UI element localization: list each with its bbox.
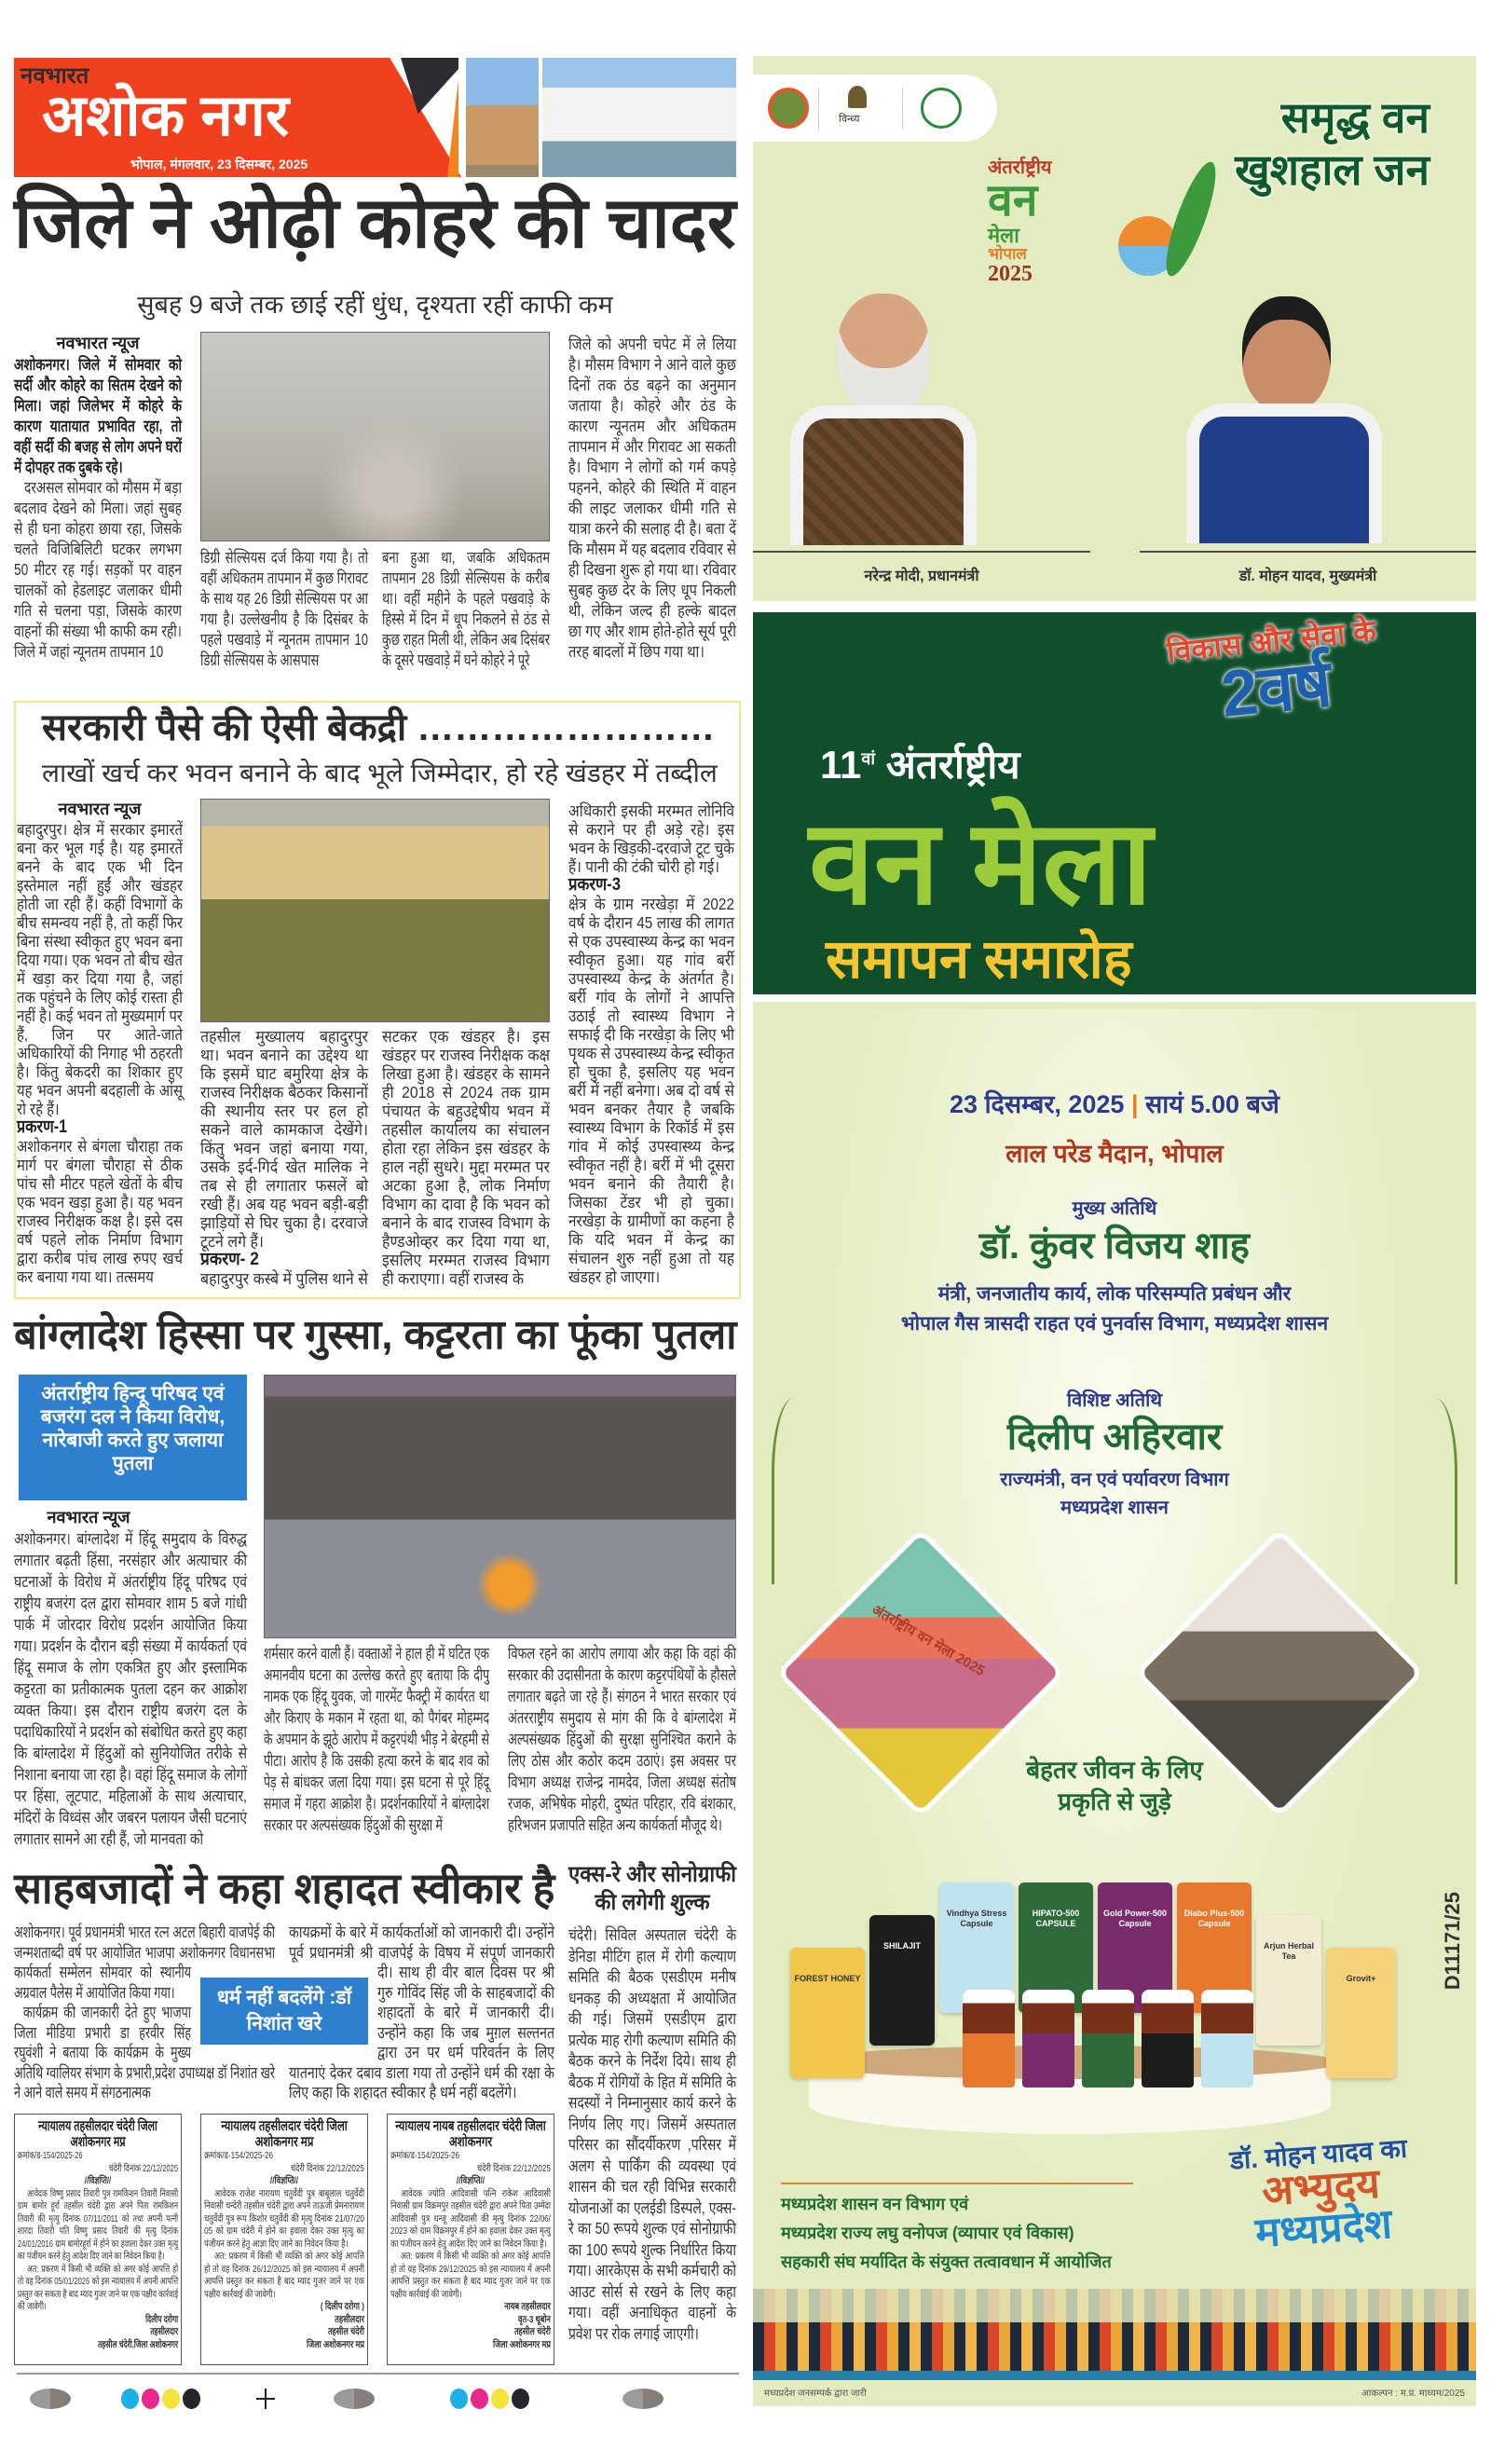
event-venue: लाल परेड मैदान, भोपाल bbox=[1005, 1140, 1224, 1168]
paragraph: अशोकनगर। पूर्व प्रधानमंत्री भारत रत्न अटल बिहारी वाजपेई की जन्मशताब्दी वर्ष पर आयोजित भाजपा अशोकनगर विधानसभा कार्यकर्ता सम्मेलन सोमवार को स्थानीय अग्रवाल पैलेस में आयोजित किया गया। bbox=[14, 1923, 275, 2002]
edition-title: अशोक नगर bbox=[42, 84, 290, 148]
paragraph: चंदेरी। सिविल अस्पताल चंदेरी के डेनिडा मीटिंग हाल में रोगी कल्याण समिति की बैठक एसडीएम मनीष धनकड़ की अध्यक्षता में आयोजित की गई। जिसमें एसडीएम द्वारा प्रत्येक माह रोगी कल्याण समिति की बैठक करने के निर्देश दिये। साथ ही बैठक में रोगियों के हित में समिति के सदस्यों ने निम्नानुसार कार्य करने के निर्णय लिए गए। जिसमें अस्पताल परिसर का सौंदर्यीकरण ,परिसर में अलग से पार्किंग की व्यवस्था एवं शासन की चल रही विभिन्न सरकारी योजनाओं का एलईडी डिस्पले, एक्स-रे का 50 रूपये शुल्क एवं सोनोग्राफी का 100 रूपये शुल्क निर्धारित किया गया। आरकेएस के सभी कर्मचारी को आउट सोर्स से रखने के लिए कहा गया। वहीं अनाधिकृत वाहनों के प्रवेश पर रोक लगाई जाएगी। bbox=[568, 1925, 736, 2343]
crosshair-mark bbox=[256, 2389, 275, 2409]
notice-objection: अत: प्रकरण में किसी भी व्यक्ति को अगर कोई आपत्ति हो तो वह दिनांक 29/12/2025 को इस न्यायालय में अपनी आपत्ति प्रस्तुत कर सकता है बाद म्याद गुजर जाने पर एक पक्षीय कार्रवाई की जावेगी। bbox=[390, 2251, 551, 2300]
abandoned-building-photo bbox=[200, 799, 550, 1022]
legal-notice bbox=[200, 2114, 368, 2365]
edition-ordinal bbox=[820, 744, 1156, 787]
badge-text: विकास और सेवा के bbox=[1165, 613, 1378, 669]
story3-headline: बांग्लादेश हिस्सा पर गुस्सा, कट्टरता का फूंका पुतला bbox=[14, 1312, 737, 1358]
notice-signature: तहसीलदार bbox=[335, 2313, 364, 2325]
capsule-bottle bbox=[963, 1990, 1015, 2088]
event-time: सायं 5.00 बजे bbox=[1145, 1090, 1279, 1118]
column-text bbox=[200, 547, 368, 670]
story2-column bbox=[200, 1027, 368, 1288]
chief-guest-role bbox=[753, 1280, 1476, 1339]
registration-mark bbox=[334, 2389, 375, 2409]
story2-column bbox=[17, 820, 183, 1286]
paragraph: बहादुरपुर कस्बे में पुलिस थाने से bbox=[200, 1269, 368, 1288]
story1-column bbox=[382, 547, 550, 670]
legal-notice bbox=[14, 2114, 182, 2365]
vindhya-logo-text: विन्ध्य bbox=[839, 114, 860, 125]
product-package: HIPATO-500 CAPSULE bbox=[1019, 1882, 1093, 2013]
cyan-mark bbox=[121, 2389, 139, 2409]
story2-column bbox=[568, 801, 734, 1286]
title-van-mela: वन मेला bbox=[809, 797, 1153, 928]
paragraph: अशोकनगर से बंगला चौराहा तक मार्ग पर बंगला चौराहा से ठीक पांच सौ मीटर पहले खेतों के बीच एक भवन खड़ा हुआ है। यह भवन राजस्व निरीक्षक कक्ष है। इसे दस वर्ष पहले लोक निर्माण विभाग द्वारा करीब पांच लाख रुपए खर्च कर बनाया गया था। तत्समय bbox=[17, 1137, 183, 1286]
product-package: Gold Power-500 Capsule bbox=[1098, 1882, 1172, 2013]
column-text bbox=[568, 1924, 736, 2344]
water-strip bbox=[753, 2371, 1476, 2380]
special-guest-name: दिलीप अहिरवार bbox=[1006, 1417, 1223, 1458]
notice-signature: जिला अशोकनगर मप्र bbox=[493, 2338, 551, 2350]
bottom-rule bbox=[17, 2373, 739, 2375]
notice-title: न्यायालय नायब तहसीलदार चंदेरी जिला अशोकनगर bbox=[395, 2118, 546, 2150]
legal-notice bbox=[387, 2114, 554, 2365]
column-text bbox=[568, 801, 734, 1286]
van-mela-advertisement bbox=[753, 56, 1476, 2406]
notice-label: //विज्ञप्ति// bbox=[270, 2175, 298, 2186]
cyan-mark bbox=[450, 2389, 468, 2409]
notice-signature: जिला अशोकनगर मप्र bbox=[307, 2338, 364, 2350]
role-line: राज्यमंत्री, वन एवं पर्यावरण विभाग bbox=[1000, 1470, 1229, 1490]
story1-column bbox=[14, 354, 182, 662]
story1-column bbox=[568, 334, 736, 662]
paragraph: अशोकनगर। बांग्लादेश में हिंदू समुदाय के विरुद्ध लगातार बढ़ती हिंसा, नरसंहार और अत्याचार की घटनाओं के विरोध में अंतर्राष्ट्रीय हिंदू परिषद एवं राष्ट्रीय बजरंग दल द्वारा सोमवार शाम 5 बजे गांधी पार्क में जोरदार विरोध प्रदर्शन आयोजित किया गया। प्रदर्शन के दौरान बड़ी संख्या में कार्यकर्ता एवं हिंदू समाज के लोग एकत्रित हुए और इस्लामिक कट्टरता का प्रतीकात्मक पुतला दहन कर आक्रोश व्यक्त किया। इस दौरान राष्ट्रीय बजरंग दल के पदाधिकारियों ने प्रदर्शन को संबोधित करते हुए कहा कि बांग्लादेश में हिंदुओं को सुनियोजित तरीके से निशाना बनाया जा रहा है। वहां हिंदू समाज के लोगों पर हिंसा, लूटपाट, महिलाओं के साथ अत्याचार, मंदिरों के विध्वंस और जबरन पलायन जैसी घटनाएं लगातार सामने आ रही हैं, जो मानवता को bbox=[14, 1529, 247, 1848]
notice-signature: दिलीप दरोगा bbox=[145, 2313, 179, 2325]
magenta-mark bbox=[142, 2389, 159, 2409]
yellow-mark bbox=[491, 2389, 509, 2409]
sidebar-headline-box bbox=[568, 1861, 736, 1917]
column-text bbox=[14, 1528, 247, 1850]
notice-signature: ( दिलीप दरोगा ) bbox=[320, 2301, 364, 2312]
paragraph: कार्यक्रम की जानकारी देते हुए भाजपा जिला मीडिया प्रभारी डा हरवीर सिंह रघुवंशी ने बताया कि कार्यक्रम के मुख्य अतिथि ग्वालियर संभाग के प्रभारी,प्रदेश उपाध्यक्ष डॉ निशांत खरे ने आने वाले समय में संगठनात्मक bbox=[14, 2003, 275, 2101]
story3-column bbox=[508, 1643, 736, 1836]
role-line: भोपाल गैस त्रासदी राहत एवं पुनर्वास विभाग, मध्यप्रदेश शासन bbox=[900, 1313, 1329, 1335]
paragraph: बहादुरपुर। क्षेत्र में सरकार इमारतें बना कर भूल गई है। यह इमारतें बनने के बाद एक भी दिन इस्तेमाल नहीं हुईं और खंडहर होती जा रही हैं। कहीं विभागों के बीच समन्वय नहीं है, तो कहीं फिर बिना संस्था स्वीकृत हुए भवन बना दिया गया। एक भवन तो बीच खेत में खड़ा कर दिया गया है, जहां तक पहुंचने के लिए कोई रास्ता ही नहीं है। कई भवन तो मुख्यमार्ग पर हैं, जिन पर आते-जाते अधिकारियों की निगाह भी ठहरती है। किंतु बेकदरी का शिकार हुए यह भवन अपनी बदहाली के आंसू रो रहे हैं। bbox=[17, 820, 183, 1118]
vest bbox=[1186, 404, 1382, 543]
capsule-bottle bbox=[1082, 1990, 1134, 2088]
notice-content bbox=[388, 2115, 554, 2355]
event-datetime: 23 दिसम्बर, 2025 | सायं 5.00 बजे bbox=[950, 1090, 1279, 1118]
black-mark bbox=[183, 2389, 200, 2409]
tagline-line: बेहतर जीवन के लिए bbox=[1026, 1756, 1203, 1784]
section-subheading: प्रकरण- 2 bbox=[200, 1250, 259, 1269]
campaign-logo bbox=[1192, 2133, 1450, 2259]
paragraph: डिग्री सेल्सियस दर्ज किया गया है। तो वहीं अधिकतम तापमान में कुछ गिरावट के साथ यह 26 डिग्री सेल्सियस पर आ गया है। उल्लेखनीय है कि दिसंबर के पहले पखवाड़े में न्यूनतम तापमान 10 डिग्री सेल्सियस के आसपास bbox=[200, 548, 368, 669]
story3-callout: अंतर्राष्ट्रीय हिन्दू परिषद एवं बजरंग दल ने किया विरोध, नारेबाजी करते हुए जलाया पुतला bbox=[40, 1383, 226, 1474]
pm-portrait bbox=[781, 294, 986, 545]
story1-headline: जिले ने ओढ़ी कोहरे की चादर bbox=[14, 184, 736, 263]
ad-code: D11171/25 bbox=[1441, 1892, 1464, 1991]
event-date: 23 दिसम्बर, 2025 bbox=[950, 1090, 1125, 1118]
sidebar-headline: एक्स-रे और सोनोग्राफी की लगेगी शुल्क bbox=[568, 1862, 737, 1915]
notice-signature: तहसील चंदेरी bbox=[327, 2326, 364, 2337]
slogan bbox=[1122, 91, 1429, 196]
sidebar-column bbox=[568, 1924, 736, 2344]
organizer-text bbox=[781, 2190, 1177, 2277]
story2-headline: सरकारी पैसे की ऐसी बेकद्री …………………… bbox=[42, 707, 716, 748]
product-package: Diabo Plus-500 Capsule bbox=[1177, 1882, 1252, 2013]
paragraph: अशोकनगर। जिले में सोमवार को सर्दी और कोहरे का सितम देखने को मिला। जहां जिलेभर में कोहरे के कारण यातायात प्रभावित रहा, तो वहीं सर्दी की बजह से लोग अपने घरों में दोपहर तक दुबके रहे। bbox=[14, 355, 182, 476]
story2-byline: नवभारत न्यूज bbox=[58, 800, 142, 818]
fog-road-photo bbox=[200, 332, 550, 541]
paragraph: शर्मसार करने वाली हैं। वक्ताओं ने हाल ही में घटित एक अमानवीय घटना का उल्लेख करते हुए बताया कि दीपु नामक एक हिंदू युवक, जो गारमेंट फैक्ट्री में कार्यरत था और किराए के मकान में रहता था, को पैगंबर मोहम्मद के अपमान के झूठे आरोप में कट्टरपंथी भीड़ ने बेरहमी से पीटा। आरोप है कि उसकी हत्या करने के बाद शव को पेड़ से बांधकर जला दिया गया। इस घटना से पूरे हिंदू समाज में गहरा आक्रोश है। प्रदर्शनकारियों ने बांग्लादेश सरकार पर अल्पसंख्यक हिंदुओं की सुरक्षा में bbox=[264, 1644, 489, 1834]
story4-headline: साहबजादों ने कहा शहादत स्वीकार है bbox=[14, 1864, 555, 1912]
masthead-date: भोपाल, मंगलवार, 23 दिसम्बर, 2025 bbox=[130, 157, 308, 171]
story2-column bbox=[382, 1027, 550, 1288]
paragraph: बना हुआ था, जबकि अधिकतम तापमान 28 डिग्री सेल्सियस के करीब था। वहीं महीने के पहले पखवाड़े के हिस्से में दिन में धूप निकलने से ठंड से कुछ राहत मिली थी, लेकिन अब दिसंबर के दूसरे पखवाड़े में घने कोहरे ने पूरे bbox=[382, 548, 550, 669]
logo-word: 2025 bbox=[988, 262, 1033, 287]
effigy-protest-photo bbox=[264, 1375, 736, 1638]
campaign-line: मध्यप्रदेश bbox=[1253, 2200, 1394, 2256]
notice-ref: क्रमांक/ड-154/2025-26 bbox=[17, 2150, 83, 2161]
product-package: Grovit+ bbox=[1326, 1948, 1396, 2078]
registration-mark bbox=[30, 2389, 71, 2409]
organizer-line: मध्यप्रदेश शासन वन विभाग एवं bbox=[781, 2195, 969, 2213]
paragraph: क्षेत्र के ग्राम नरखेड़ा में 2022 वर्ष के दौरान 45 लाख की लागत से एक उपस्वास्थ्य केन्द्र का भवन स्वीकृत हुआ। यह गांव बर्री उपस्वास्थ्य केन्द्र के अंतर्गत है। बर्री गांव के लोगों ने आपत्ति उठाई तो स्वास्थ्य विभाग ने सफाई दी कि नरखेड़ा के लिए भी पृथक से उपस्वास्थ्य केन्द्र स्वीकृत हो चुका है, इसलिए यह भवन बर्री में नहीं बनेगा। अब दो वर्ष से भवन बनकर तैयार है जबकि स्वास्थ्य विभाग के रिकॉर्ड में इस गांव में कोई उपस्वास्थ्य केन्द्र स्वीकृत नहीं है। बर्री में भी दूसरा भवन बनाने की तैयारी है। जिसका टेंडर भी हो चुका। नरखेड़ा के ग्रामीणों का कहना है कि यदि भवन में केन्द्र का संचालन शुरु नहीं हुआ तो यह खंडहर हो जाएगा। bbox=[568, 895, 734, 1286]
story3-callout-box bbox=[19, 1375, 247, 1500]
column-text bbox=[382, 1027, 550, 1288]
ordinal-suffix: वां bbox=[861, 749, 876, 768]
footer-right: आकल्पन : म.प्र. माध्यम/2025 bbox=[1361, 2389, 1465, 2399]
brand-name: नवभारत bbox=[21, 63, 89, 89]
notice-signature: तहसील चंदेरी bbox=[513, 2326, 551, 2337]
organizer-line: सहकारी संघ मर्यादित के संयुक्त तत्वावधान में आयोजित bbox=[781, 2252, 1112, 2271]
column-text bbox=[264, 1643, 489, 1836]
story1-subhead: सुबह 9 बजे तक छाई रहीं धुंध, दृश्यता रहीं काफी कम bbox=[137, 291, 613, 319]
notice-ref: क्रमांक/ड-154/2025-26 bbox=[390, 2150, 460, 2161]
notice-signature: नायब तहसीलदार bbox=[504, 2301, 551, 2312]
story4-callout: धर्म नहीं बदलेंगे :डॉ निशांत खरे bbox=[216, 1987, 352, 2034]
temple-photo bbox=[542, 58, 736, 177]
notice-label: //विज्ञप्ति// bbox=[84, 2175, 112, 2186]
cm-portrait bbox=[1168, 296, 1401, 543]
capsule-bottle bbox=[1022, 1990, 1074, 2088]
notice-objection: अत: प्रकरण में किसी भी व्यक्ति को अगर कोई आपत्ति हो तो वह दिनांक 05/01/2026 को इस न्यायालय में अपनी आपत्ति प्रस्तुत कर सकता है बाद म्याद गुजर जाने पर एक पक्षीय कार्रवाई की जावेगी। bbox=[17, 2263, 179, 2312]
product-package: SHILAJIT bbox=[869, 1915, 935, 2046]
ordinal-number: 11 bbox=[820, 743, 862, 787]
notice-body: आवेदक ज्योति आदिवासी पत्नि राकेश आदिवासी निवासी ग्राम विक्रमपुर तहसील चंदेरी द्वारा अपने पिता उम्मेदा आदिवासी पुत्र धन्जू आदिवासी की मृत्यु दिनांक 22/06/ 2023 को ग्राम विक्रमपुर में होने का हवाला देकर उक्त मृत्यु का पंजीयन करने हेतु आदेश दिए जाने का निवेदन किया है। bbox=[390, 2187, 551, 2250]
capsule-bottle bbox=[1142, 1990, 1194, 2088]
notice-date: चंदेरी दिनांक 22/12/2025 bbox=[291, 2162, 364, 2174]
logo-strip bbox=[753, 75, 997, 142]
registration-mark bbox=[622, 2389, 663, 2409]
notice-ref: क्रमांक/ड-154/2025-26 bbox=[204, 2150, 274, 2161]
divider bbox=[818, 88, 819, 130]
cm-caption: डॉ. मोहन यादव, मुख्यमंत्री bbox=[1238, 568, 1377, 584]
yellow-mark bbox=[162, 2389, 180, 2409]
role-line: मध्यप्रदेश शासन bbox=[1060, 1498, 1169, 1518]
section-subheading: प्रकरण-1 bbox=[17, 1117, 68, 1137]
column-text bbox=[200, 1027, 368, 1288]
vest bbox=[790, 405, 977, 545]
product-package: FOREST HONEY bbox=[790, 1948, 865, 2078]
role-line: मंत्री, जनजातीय कार्य, लोक परिसम्पति प्रबंधन और bbox=[937, 1283, 1292, 1305]
notice-date: चंदेरी दिनांक 22/12/2025 bbox=[477, 2162, 551, 2174]
gate-text: अंतर्राष्ट्रीय वन मेला 2025 bbox=[869, 1601, 988, 1680]
tree-logo-icon bbox=[848, 86, 867, 108]
paragraph: अधिकारी इसकी मरम्मत लोनिवि से कराने पर ही अड़े रहे। इस भवन के खिड़की-दरवाजे टूट चुके हैं। पानी की टंकी चोरी हो गई। bbox=[568, 801, 734, 876]
slogan-line: खुशहाल जन bbox=[1235, 145, 1429, 194]
paragraph: विफल रहने का आरोप लगाया और कहा कि वहां की सरकार की उदासीनता के कारण कट्टरपंथियों के हौसले लगातार बढ़ते जा रहे हैं। संगठन ने भारत सरकार एवं अंतरराष्ट्रीय समुदाय से मांग की कि वे बांग्लादेश में अल्पसंख्यक हिंदुओं की सुरक्षा सुनिश्चित कराने के लिए ठोस और कठोर कदम उठाएं। इस अवसर पर विभाग अध्यक्ष राजेन्द्र नामदेव, जिला अध्यक्ष संतोष रजक, अभिषेक मोहरी, दुष्यंत परिहार, रवि बंशकार, हरिभजन प्रजापति सहित अन्य कार्यकर्ता मौजूद थे। bbox=[508, 1644, 736, 1834]
paragraph: कायक्रमों के बारे में कार्यकर्ताओं को जानकारी दी। उन्होंने पूर्व प्रधानमंत्री श्री वाजपेई के विषय में संपूर्ण जानकारी दी। साथ ही वीर बाल दिवस पर श्री गुरु गोविंद सिंह जी के साहबजादों की शहादतों के बारे में जानकारी दी। उन्होंने कहा कि जब मुग़ल सल्तनत द्वारा उन पर धर्म परिवर्तन के लिए यातनाएं देकर दबाव डाला गया तो उन्होंने धर्म की रक्षा के लिए कहा कि शहादत स्वीकार है धर्म नहीं बदलेंगे। bbox=[289, 1923, 554, 2101]
magenta-mark bbox=[471, 2389, 488, 2409]
product-package: Arjun Herbal Tea bbox=[1256, 1915, 1321, 2046]
chief-guest-label: मुख्य अतिथि bbox=[1072, 1198, 1157, 1219]
notice-objection: अत: प्रकरण में किसी भी व्यक्ति को अगर कोई आपत्ति हो तो वह दिनांक 26/12/2025 को इस न्यायालय में अपनी आपत्ति प्रस्तुत कर सकता है बाद म्याद गुजर जाने पर एक पक्षीय कार्रवाई की जावेगी। bbox=[204, 2251, 364, 2300]
column-text bbox=[382, 547, 550, 670]
notice-body: आवेदक विष्णु प्रसाद तिवारी पुत्र रामकिशन तिवारी निवासी ग्राम बामोर हूर्रा तहसील चंदेरी द्वारा अपने पिता रामकिशन तिवारी की मृत्यु दिनांक 07/11/2011 को तथा अपनी पत्नी शारदा तिवारी पति विष्णु प्रसाद तिवारी की मृत्यु दिनांक 24/01/2016 ग्राम बामोरहूर्रा में होने का हवाला देकर उक्त मृत्यु का पंजीयन करने हेतु आदेश दिए जाने का निवेदन किया है। bbox=[17, 2187, 179, 2262]
story4-callout-box bbox=[200, 1978, 368, 2045]
campaign-line: डॉ. मोहन यादव का bbox=[1228, 2133, 1408, 2175]
van-mela-logo bbox=[988, 158, 1114, 287]
campaign-line: अभ्युदय bbox=[1260, 2160, 1382, 2215]
monument-photo bbox=[466, 58, 539, 177]
story1-byline: नवभारत न्यूज bbox=[56, 334, 140, 352]
divider bbox=[1140, 551, 1476, 553]
divider bbox=[902, 88, 903, 130]
notice-signature: तहसीलदार bbox=[150, 2326, 179, 2337]
notice-signature: तहसील चंदेरी,जिला अशोकनगर bbox=[97, 2338, 179, 2350]
notice-body: आवेदक राजेश नारायण चतुर्वेदी पुत्र बाबूलाल चतुर्वेदी निवासी चन्देरी तहसील चंदेरी द्वारा अपने ताऊजी प्रेमनारायण चतुर्वेदी पुत्र रूप किशोर चतुर्वेदी की मृत्यु दिनांक 21/07/20 05 को ग्राम चंदेरी में होने का हवाला देकर उक्त मृत्यु का पंजीयन करने हेतु आज्ञा दिए जाने का निवेदन किया है। bbox=[204, 2187, 364, 2250]
column-text bbox=[17, 820, 183, 1286]
logo-word: अंतर्राष्ट्रीय bbox=[988, 157, 1052, 178]
footer-left: मध्यप्रदेश जनसम्पर्क द्वारा जारी bbox=[764, 2389, 867, 2399]
black-mark bbox=[512, 2389, 529, 2409]
paragraph: तहसील मुख्यालय बहादुरपुर था। भवन बनाने का उद्देश्य था कि इसमें घाट बमुरिया क्षेत्र के राजस्व निरीक्षक बैठकर किसानों की स्थानीय स्तर पर हल हो सकने वाले कामकाज देखेंगे। किंतु भवन जहां बनाया गया, उसके इर्द-गिर्द खेत मालिक ने तब से ही लगातार फसलें बो रखी हैं। अब यह भवन बड़ी-बड़ी झाड़ियों से घिर चुका है। दरवाजे टूटने लगे हैं। bbox=[200, 1027, 368, 1251]
divider bbox=[753, 551, 1090, 553]
special-guest-role bbox=[753, 1466, 1476, 1522]
column-text bbox=[508, 1643, 736, 1836]
story3-column bbox=[14, 1528, 247, 1850]
notice-title: न्यायालय तहसीलदार चंदेरी जिला अशोकनगर मप्र bbox=[38, 2118, 157, 2150]
logo-word: भोपाल bbox=[988, 245, 1027, 264]
column-text bbox=[568, 334, 736, 662]
notice-signature: वृत-3 थूबोन bbox=[518, 2313, 551, 2325]
logo-word: मेला bbox=[988, 224, 1019, 248]
mp-emblem-icon bbox=[768, 88, 809, 129]
product-package: Vindhya Stress Capsule bbox=[939, 1882, 1014, 2013]
logo-word: वन bbox=[988, 176, 1038, 226]
face bbox=[837, 294, 930, 415]
notice-date: चंदेरी दिनांक 22/12/2025 bbox=[108, 2162, 179, 2174]
organizer-line: मध्यप्रदेश राज्य लघु वनोपज (व्यापार एवं विकास) bbox=[781, 2224, 1074, 2242]
chief-guest-name: डॉ. कुंवर विजय शाह bbox=[979, 1225, 1250, 1266]
face bbox=[1242, 296, 1331, 413]
special-guest-label: विशिष्ट अतिथि bbox=[1066, 1390, 1163, 1411]
capsule-bottle bbox=[1201, 1990, 1253, 2088]
deer-forest-art-strip bbox=[753, 2289, 1476, 2373]
title-small: अंतर्राष्ट्रीय bbox=[885, 743, 1020, 787]
paragraph: सटकर एक खंडहर है। इस खंडहर पर राजस्व निरीक्षक कक्ष लिखा हुआ है। खंडहर के सामने ही 2018 से 2024 तक ग्राम पंचायत के बहुउद्देषीय भवन में तहसील कार्यालय का संचालन होता रहा लेकिन इस खंडहर के हाल नहीं सुधरे। मुद्दा मरम्मत पर अटका हुआ है, लोक निर्माण विभाग का दावा है कि भवन को बनाने के बाद राजस्व विभाग के हैण्डओव्हर कर दिया गया था, इसलिए मरम्मत राजस्व विभाग ही कराएगा। वहीं राजस्व के bbox=[382, 1027, 550, 1288]
tagline-line: प्रकृति से जुड़े bbox=[1058, 1787, 1171, 1815]
story2-subhead: लाखों खर्च कर भवन बनाने के बाद भूले जिम्मेदार, हो रहे खंडहर में तब्दील bbox=[42, 759, 718, 787]
badge-years: 2वर्ष bbox=[1217, 646, 1335, 731]
title-closing-ceremony: समापन समारोह bbox=[826, 929, 1132, 990]
paragraph: जिले को अपनी चपेट में ले लिया है। मौसम विभाग ने आने वाले कुछ दिनों तक ठंड बढ़ने का अनुमान जताया है। कोहरे और ठंड के कारण न्यूनतम और अधिकतम तापमान में और गिरावट आ सकती है। विभाग ने लोगों को गर्म कपड़े पहनने, कोहरे की स्थिति में वाहन की लाइट जलाकर धीमी गति से यात्रा करने की सलाह दी है। बता दें कि मौसम में यह बदलाव रविवार से ही दिखना शुरू हो गया था। रविवार सुबह कुछ देर के लिए धूप निकली थी, लेकिन जल्द ही हल्के बादल छा गए और शाम होते-होते सूर्य पूरी तरह बादलों में छिप गया था। bbox=[568, 335, 736, 661]
slogan-line: समृद्ध वन bbox=[1280, 93, 1429, 142]
notice-content bbox=[15, 2115, 181, 2355]
story3-column bbox=[264, 1643, 489, 1836]
story1-column bbox=[200, 547, 368, 670]
column-text bbox=[14, 354, 182, 662]
story3-byline: नवभारत न्यूज bbox=[47, 1508, 130, 1526]
notice-label: //विज्ञप्ति// bbox=[457, 2175, 485, 2186]
tagline bbox=[753, 1754, 1476, 1817]
notice-content bbox=[201, 2115, 367, 2355]
pm-caption: नरेन्द्र मोदी, प्रधानमंत्री bbox=[864, 568, 979, 584]
divider bbox=[781, 2183, 1133, 2184]
paragraph: दरअसल सोमवार को मौसम में बड़ा बदलाव देखने को मिला। जहां सुबह से ही घना कोहरा छाया रहा, जिसके चलते विजिबिलिटी घटकर लगभग 50 मीटर रह गई। सड़कों पर वाहन चालकों को हेडलाइट जलाकर धीमी गति से चलना पड़ा, जिसके कारण वाहनों की संख्या भी काफी कम रही। जिले में जहां न्यूनतम तापमान 10 bbox=[14, 478, 182, 661]
section-subheading: प्रकरण-3 bbox=[568, 875, 621, 895]
notice-title: न्यायालय तहसीलदार चंदेरी जिला अशोकनगर मप्र bbox=[221, 2118, 348, 2150]
forest-dept-emblem-icon bbox=[921, 88, 962, 129]
